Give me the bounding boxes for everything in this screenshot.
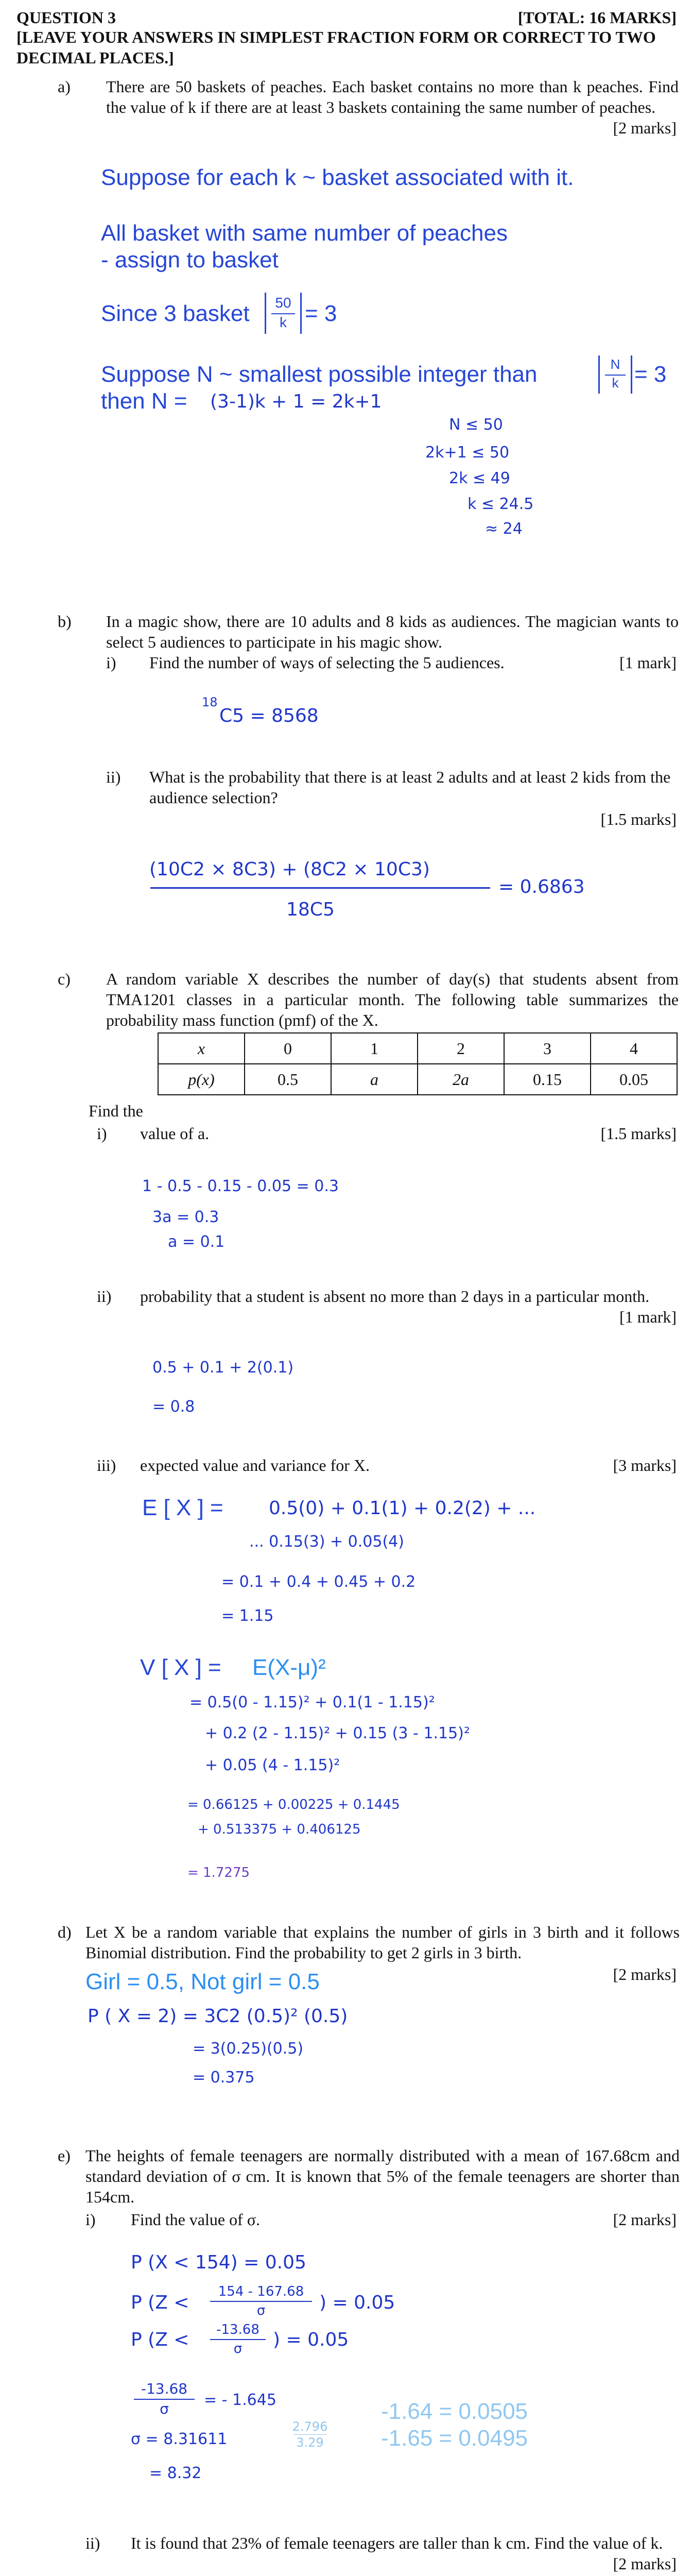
frac-num: -13.68 xyxy=(141,2380,188,2397)
frac-bar xyxy=(210,2339,266,2340)
part-b-ii-marks: [1.5 marks] xyxy=(600,810,677,828)
part-b-ii-denominator: 18C5 xyxy=(286,899,335,920)
frac-den-k: k xyxy=(280,314,287,330)
part-e-i-work-5: ) = 0.05 xyxy=(273,2329,349,2350)
part-a-work-1: N ≤ 50 xyxy=(449,416,503,434)
part-a-marks: [2 marks] xyxy=(613,118,677,137)
part-a-typed-4: Since 3 basket xyxy=(101,301,250,326)
part-d-label: d) xyxy=(58,1923,72,1941)
part-c-i-work-3: a = 0.1 xyxy=(168,1233,225,1251)
frac-num-50: 50 xyxy=(275,295,291,311)
pmf-table xyxy=(158,1032,678,1095)
frac-num: 2.796 xyxy=(292,2419,328,2434)
part-b-question: In a magic show, there are 10 adults and 8 kids as audiences. The magician wants to select 5 audiences to participate in his magic show. xyxy=(106,612,679,651)
part-a-work-5: ≈ 24 xyxy=(485,520,523,538)
total-marks: [TOTAL: 16 MARKS] xyxy=(517,8,677,27)
part-c-vx-work-5: + 0.513375 + 0.406125 xyxy=(198,1822,361,1837)
part-c-vx-label: V [ X ] = xyxy=(140,1655,221,1680)
part-b-ii-fraction-bar xyxy=(150,887,490,889)
pmf-p-2: 2a xyxy=(418,1064,504,1095)
part-a-typed-6: Suppose N ~ smallest possible integer than xyxy=(101,362,538,387)
frac-den: σ xyxy=(233,2341,243,2357)
part-d-marks: [2 marks] xyxy=(613,1965,677,1984)
frac-bar xyxy=(293,2434,326,2435)
part-c-i-question: value of a. xyxy=(140,1124,210,1143)
part-c-i-marks: [1.5 marks] xyxy=(600,1124,677,1143)
frac-num-N: N xyxy=(610,357,620,372)
frac-num: 154 - 167.68 xyxy=(218,2284,304,2299)
part-e-i-frac-2 xyxy=(207,2321,269,2357)
part-b-i-sup: 18 xyxy=(202,695,218,709)
part-b-ii-question: What is the probability that there is at least 2 adults and at least 2 kids from the audience selection? xyxy=(149,768,671,807)
part-e-i-work-1: P (X < 154) = 0.05 xyxy=(131,2252,306,2273)
part-c-vx-work-1: = 0.5(0 - 1.15)² + 0.1(1 - 1.15)² xyxy=(189,1693,435,1711)
frac-num: -13.68 xyxy=(216,2322,260,2337)
frac-bar xyxy=(134,2399,195,2400)
part-e-i-label: i) xyxy=(85,2210,96,2229)
question-title: QUESTION 3 xyxy=(16,8,116,27)
part-d-question: Let X be a random variable that explains the number of girls in 3 birth and it follows Binomial distribution. Find the probability to get 2 girls in 3 birth. xyxy=(85,1923,680,1962)
part-a-typed-7: = 3 xyxy=(634,362,667,387)
part-e-ii-question: It is found that 23% of female teenagers are taller than k cm. Find the value of k. xyxy=(131,2534,663,2552)
pmf-x-header: x xyxy=(158,1033,245,1064)
part-b-i-answer: C5 = 8568 xyxy=(219,705,319,726)
part-c-ii-label: ii) xyxy=(97,1287,112,1306)
part-e-i-marks: [2 marks] xyxy=(613,2210,677,2229)
part-e-i-frac-3 xyxy=(131,2380,198,2417)
part-a-work-3: 2k ≤ 49 xyxy=(449,469,510,487)
part-d-typed: Girl = 0.5, Not girl = 0.5 xyxy=(85,1969,320,1994)
part-c-ii-work-2: = 0.8 xyxy=(152,1398,195,1416)
part-a-typed-3: - assign to basket xyxy=(101,247,279,273)
pmf-p-3: 0.15 xyxy=(504,1064,591,1095)
part-c-vx-work-4: = 0.66125 + 0.00225 + 0.1445 xyxy=(187,1797,400,1812)
part-b-i-marks: [1 mark] xyxy=(619,653,677,672)
part-a-work-4: k ≤ 24.5 xyxy=(468,495,534,513)
part-a-typed-5: = 3 xyxy=(305,301,337,326)
part-a-floor-bracket-2 xyxy=(598,355,632,394)
frac-bar xyxy=(210,2301,312,2302)
part-b-label: b) xyxy=(58,612,72,631)
frac-den: σ xyxy=(256,2303,266,2318)
part-e-i-work-6: = - 1.645 xyxy=(204,2391,276,2409)
part-e-i-side-frac xyxy=(291,2419,328,2450)
part-c-vx-work-6: = 1.7275 xyxy=(187,1865,250,1880)
part-c-iii-label: iii) xyxy=(97,1456,116,1475)
part-c-vx-work-3: + 0.05 (4 - 1.15)² xyxy=(205,1756,340,1774)
part-a-label: a) xyxy=(58,77,71,96)
part-d-work-1: P ( X = 2) = 3C2 (0.5)² (0.5) xyxy=(88,2006,348,2027)
part-a-question: There are 50 baskets of peaches. Each basket contains no more than k peaches. Find the value of k if there are at least 3 baskets containing the same number of peaches. xyxy=(106,77,679,116)
part-c-vx-formula: E(X-μ)² xyxy=(252,1655,326,1680)
instruction: [LEAVE YOUR ANSWERS IN SIMPLEST FRACTION FORM OR CORRECT TO TWO DECIMAL PLACES.] xyxy=(16,28,656,67)
part-a-typed-1: Suppose for each k ~ basket associated with it. xyxy=(101,165,574,190)
part-c-ex-work-3: = 0.1 + 0.4 + 0.45 + 0.2 xyxy=(221,1573,416,1591)
part-c-question: A random variable X describes the number of day(s) that students absent from TMA1201 classes in a particular month. The following table summarizes the probability mass function (pmf) of the X. xyxy=(106,970,679,1029)
part-e-i-work-4: P (Z < xyxy=(131,2329,189,2350)
part-e-i-frac-1 xyxy=(207,2283,315,2318)
pmf-x-2: 2 xyxy=(418,1033,504,1064)
part-c-ex-work-2: ... 0.15(3) + 0.05(4) xyxy=(249,1533,404,1551)
pmf-p-1: a xyxy=(331,1064,418,1095)
part-c-ex-work-4: = 1.15 xyxy=(221,1607,274,1625)
frac-den-k: k xyxy=(612,375,619,391)
pmf-x-0: 0 xyxy=(245,1033,331,1064)
pmf-x-3: 3 xyxy=(504,1033,591,1064)
part-e-i-question: Find the value of σ. xyxy=(131,2210,260,2229)
frac-den: σ xyxy=(160,2400,169,2417)
pmf-row-p xyxy=(158,1064,677,1095)
part-e-i-table-2: -1.65 = 0.0495 xyxy=(381,2426,528,2451)
part-c-i-work-1: 1 - 0.5 - 0.15 - 0.05 = 0.3 xyxy=(142,1177,339,1195)
part-e-label: e) xyxy=(58,2146,71,2165)
pmf-x-1: 1 xyxy=(331,1033,418,1064)
pmf-p-header: p(x) xyxy=(158,1064,245,1095)
pmf-p-4: 0.05 xyxy=(591,1064,677,1095)
part-c-ii-question: probability that a student is absent no more than 2 days in a particular month. xyxy=(140,1287,650,1306)
part-c-ii-marks: [1 mark] xyxy=(619,1308,677,1326)
part-c-vx-work-2: + 0.2 (2 - 1.15)² + 0.15 (3 - 1.15)² xyxy=(205,1724,470,1742)
part-a-typed-8: then N = xyxy=(101,388,187,414)
part-c-label: c) xyxy=(58,970,71,988)
part-c-ii-work-1: 0.5 + 0.1 + 2(0.1) xyxy=(152,1359,294,1377)
part-c-i-work-2: 3a = 0.3 xyxy=(152,1208,219,1226)
part-e-ii-marks: [2 marks] xyxy=(613,2554,677,2573)
part-a-floor-bracket-1 xyxy=(265,293,302,334)
part-c-i-label: i) xyxy=(97,1124,107,1143)
part-a-work-2: 2k+1 ≤ 50 xyxy=(425,444,510,462)
part-e-i-work-2: P (Z < xyxy=(131,2292,189,2313)
frac-den: 3.29 xyxy=(296,2435,324,2450)
part-b-ii-numerator: (10C2 × 8C3) + (8C2 × 10C3) xyxy=(149,859,430,880)
part-c-iii-question: expected value and variance for X. xyxy=(140,1456,370,1475)
part-d-work-3: = 0.375 xyxy=(193,2069,255,2087)
part-e-i-work-7: σ = 8.31611 xyxy=(131,2430,228,2448)
part-a-typed-2: All basket with same number of peaches xyxy=(101,221,508,246)
part-e-i-table-1: -1.64 = 0.0505 xyxy=(381,2399,528,2424)
pmf-row-x xyxy=(158,1033,677,1064)
part-e-i-work-3: ) = 0.05 xyxy=(319,2292,395,2313)
part-d-work-2: = 3(0.25)(0.5) xyxy=(193,2040,304,2058)
part-e-i-work-8: = 8.32 xyxy=(149,2464,202,2482)
part-c-ex-label: E [ X ] = xyxy=(142,1495,223,1520)
part-e-question: The heights of female teenagers are normally distributed with a mean of 167.68cm and standard deviation of σ cm. It is known that 5% of the female teenagers are shorter than 154cm. xyxy=(85,2146,680,2206)
pmf-x-4: 4 xyxy=(591,1033,677,1064)
part-b-i-question: Find the number of ways of selecting the 5 audiences. xyxy=(149,653,505,672)
part-a-hw-N: (3-1)k + 1 = 2k+1 xyxy=(210,391,382,412)
part-b-i-label: i) xyxy=(106,653,116,672)
pmf-p-0: 0.5 xyxy=(245,1064,331,1095)
part-b-ii-label: ii) xyxy=(106,768,121,786)
part-e-ii-label: ii) xyxy=(85,2534,100,2552)
part-b-ii-result: = 0.6863 xyxy=(498,876,585,897)
part-c-iii-marks: [3 marks] xyxy=(613,1456,677,1475)
part-c-find: Find the xyxy=(89,1101,143,1120)
part-c-ex-work-1: 0.5(0) + 0.1(1) + 0.2(2) + ... xyxy=(269,1498,536,1519)
